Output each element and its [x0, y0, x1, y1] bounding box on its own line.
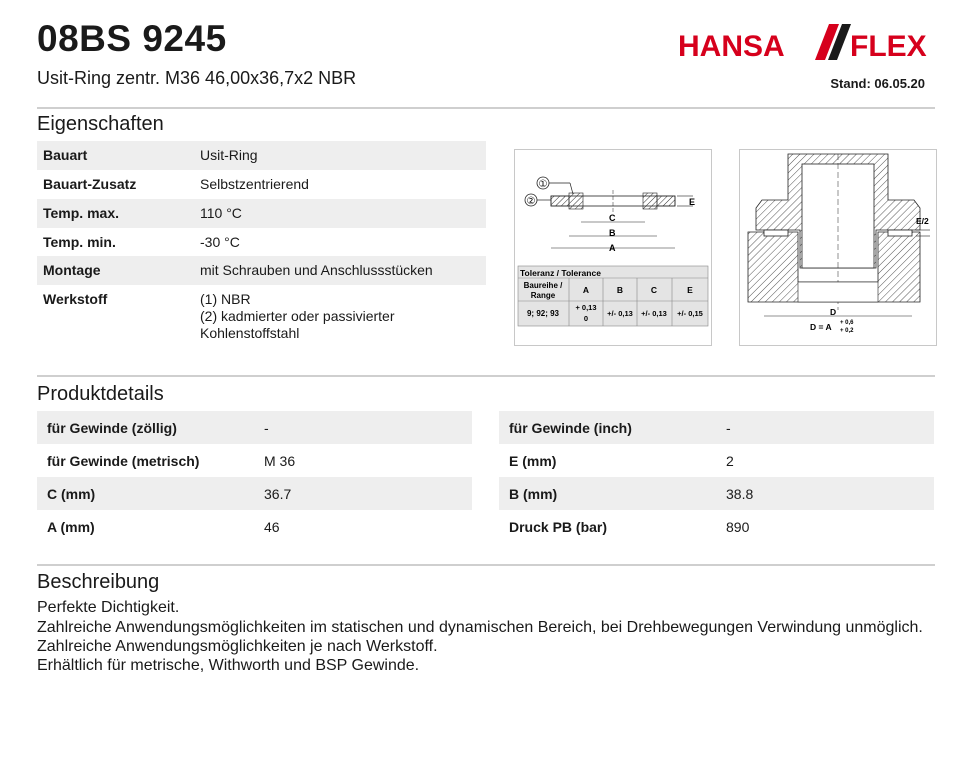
section-title-beschreibung: Beschreibung	[37, 571, 160, 593]
seal-ring-right	[888, 230, 912, 236]
logo-text-right: FLEX	[850, 30, 927, 63]
tolerance-title: Toleranz / Tolerance	[520, 268, 601, 278]
property-row	[37, 285, 486, 345]
description-line: Zahlreiche Anwendungsmöglichkeiten je nach Werkstoff.	[37, 638, 438, 655]
property-key: Temp. min.	[43, 234, 116, 250]
divider	[37, 107, 935, 109]
detail-key: E (mm)	[509, 453, 557, 469]
part-number: 08BS 9245	[37, 18, 227, 59]
property-row	[37, 228, 486, 257]
detail-key: B (mm)	[509, 486, 558, 502]
detail-value: 890	[726, 519, 750, 535]
detail-value: 2	[726, 453, 734, 469]
detail-value: 38.8	[726, 486, 754, 502]
tolerance-header: Baureihe /	[523, 281, 563, 290]
description-line: Erhältlich für metrische, Withworth und BSP Gewinde.	[37, 657, 420, 674]
installation-cross-section-figure	[739, 149, 937, 346]
property-row	[37, 170, 486, 199]
property-row	[37, 256, 486, 285]
hansa-flex-logo	[678, 22, 930, 66]
tolerance-cell: 0	[583, 314, 589, 323]
dim-b-label: B	[609, 228, 616, 238]
detail-row	[37, 510, 472, 543]
detail-value: 46	[264, 519, 280, 535]
divider	[37, 375, 935, 377]
property-row	[37, 141, 486, 170]
detail-row	[37, 411, 472, 444]
material-line: (1) NBR	[200, 291, 251, 307]
dim-d-label: D	[830, 307, 837, 317]
dim-a-label: A	[609, 243, 616, 253]
property-key: Werkstoff	[43, 291, 108, 307]
detail-key: Druck PB (bar)	[509, 519, 608, 535]
detail-value: -	[264, 420, 269, 436]
seal-ring-left	[764, 230, 788, 236]
tolerance-header: C	[650, 285, 658, 295]
dim-d-tol-upper: + 0,6	[840, 320, 854, 326]
callout-1-label: ①	[538, 179, 548, 190]
section-title-eigenschaften: Eigenschaften	[37, 113, 164, 135]
tolerance-cell: +/- 0,13	[607, 309, 633, 318]
detail-key: für Gewinde (metrisch)	[47, 453, 200, 469]
property-value	[200, 291, 395, 342]
tolerance-header: Range	[530, 291, 556, 300]
detail-row	[499, 477, 934, 510]
tolerance-header: B	[616, 285, 624, 295]
ring-cross-section-figure	[514, 149, 712, 346]
description-line: Zahlreiche Anwendungsmöglichkeiten im statischen und dynamischen Bereich, bei Drehbewegungen Verwindung unmöglich.	[37, 619, 923, 636]
property-value: -30 °C	[200, 234, 240, 250]
property-value: Usit-Ring	[200, 147, 258, 163]
property-value: 110 °C	[200, 205, 242, 221]
callout-2-label: ②	[526, 196, 536, 207]
material-line: Kohlenstoffstahl	[200, 325, 300, 341]
detail-row	[499, 411, 934, 444]
product-subtitle: Usit-Ring zentr. M36 46,00x36,7x2 NBR	[37, 68, 357, 88]
stand-date: Stand: 06.05.20	[830, 76, 925, 91]
property-key: Bauart	[43, 147, 88, 163]
detail-row	[499, 444, 934, 477]
detail-value: 36.7	[264, 486, 292, 502]
detail-key: C (mm)	[47, 486, 96, 502]
section-title-produktdetails: Produktdetails	[37, 383, 164, 405]
detail-row	[37, 444, 472, 477]
divider	[37, 564, 935, 566]
detail-key: für Gewinde (zöllig)	[47, 420, 177, 436]
tolerance-cell: 9; 92; 93	[526, 309, 560, 318]
logo-text-left: HANSA	[678, 30, 785, 63]
property-row	[37, 199, 486, 228]
property-value: Selbstzentrierend	[200, 176, 309, 192]
dim-e2-label: E/2	[916, 216, 929, 226]
tolerance-header: E	[687, 285, 693, 295]
material-line: (2) kadmierter oder passivierter	[200, 308, 395, 324]
property-key: Bauart-Zusatz	[43, 176, 137, 192]
detail-row	[37, 477, 472, 510]
detail-value: -	[726, 420, 731, 436]
detail-key: A (mm)	[47, 519, 95, 535]
tolerance-cell: + 0,13	[575, 303, 597, 312]
detail-row	[499, 510, 934, 543]
property-key: Temp. max.	[43, 205, 119, 221]
detail-key: für Gewinde (inch)	[509, 420, 632, 436]
tolerance-cell: +/- 0,13	[641, 309, 667, 318]
tolerance-header: A	[582, 285, 590, 295]
property-key: Montage	[43, 262, 101, 278]
dim-d-tol-lower: + 0,2	[840, 328, 854, 334]
property-value: mit Schrauben und Anschlussstücken	[200, 262, 433, 278]
dim-e-label: E	[689, 197, 696, 207]
dim-c-label: C	[609, 213, 616, 223]
detail-value: M 36	[264, 453, 296, 469]
dim-d-formula: D = A	[810, 322, 832, 332]
tolerance-cell: +/- 0,15	[677, 309, 703, 318]
description-line: Perfekte Dichtigkeit.	[37, 599, 180, 616]
